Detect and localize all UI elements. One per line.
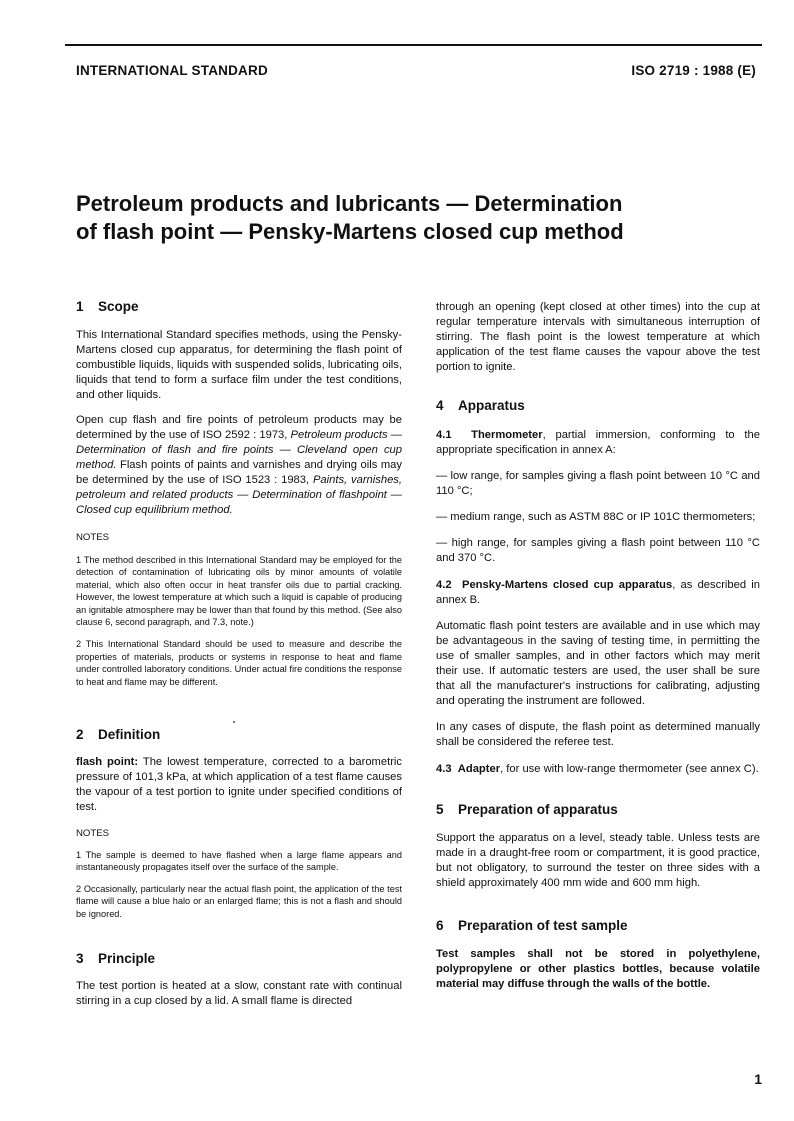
thermometer-range-medium: — medium range, such as ASTM 88C or IP 101C thermometers; <box>436 511 756 523</box>
definition-text: flash point: The lowest temperature, corrected to a barometric pressure of 101,3 kPa, at which application of a test flame causes the vapour of a test portion to ignite under specified conditions of test. <box>76 756 402 814</box>
principle-text-part-2: through an opening (kept closed at other times) into the cup at regular temperature intervals with simultaneous interruption of stirring. The flash point is the lowest temperature at which application of the test flame causes the vapour above the test portion to ignite. <box>436 301 760 373</box>
dispute-paragraph: In any cases of dispute, the flash point as determined manually shall be considered the referee test. <box>436 721 760 748</box>
preparation-of-apparatus-text: Support the apparatus on a level, steady table. Unless tests are made in a draught-free room or compartment, it is good practice, but not obligatory, to surround the tester on three sides with a shield approximately 400 mm wide and 600 mm high. <box>436 832 760 889</box>
scope-paragraph-2: Open cup flash and fire points of petroleum products may be determined by the use of ISO 2592 : 1973, Petroleum products — Determination of flash and fire points — Cleveland open cup method. Flash points of paints and varnishes and drying oils may be determined by the use of ISO 1523 : 1983, Paints, varnishes, petroleum and related products — Determination of flashpoint — Closed cup equilibrium method. <box>76 414 402 516</box>
principle-text-part-1: The test portion is heated at a slow, constant rate with continual stirring in a cup closed by a lid. A small flame is directed <box>76 980 402 1008</box>
preparation-of-test-sample-text: Test samples shall not be stored in polyethylene, polypropylene or other plastics bottles, because volatile material may diffuse through the walls of the bottle. <box>436 948 760 990</box>
title-line-2: of flash point — Pensky-Martens closed cup method <box>76 219 624 244</box>
thermometer-range-low: — low range, for samples giving a flash point between 10 °C and 110 °C; <box>436 470 760 497</box>
automatic-testers-paragraph: Automatic flash point testers are available and in use which may be advantageous in the saving of testing time, in permitting the use of smaller samples, and in other factors which may merit their use. If automatic testers are used, the user shall be sure that all the manufacturer's instructions for calibrating, adjusting and operating the instrument are followed. <box>436 620 760 707</box>
definition-heading: 2 Definition <box>76 727 161 743</box>
thermometer-range-high: — high range, for samples giving a flash point between 110 °C and 370 °C. <box>436 537 760 564</box>
scope-note-1: 1 The method described in this International Standard may be employed for the detection of contamination of lubricating oils by minor amounts of volatile material, which also often occur in heat transfer oils due to partial cracking. However, the lowest temperature at which such a liquid is capable of producing an ignitable atmosphere may be lower than that found by this method. (See also clause 6, second paragraph, and 7.3, note.) <box>76 555 402 628</box>
standard-type: INTERNATIONAL STANDARD <box>76 63 268 78</box>
left-column <box>76 298 402 1009</box>
preparation-of-apparatus-heading: 5 Preparation of apparatus <box>436 802 618 817</box>
page-number: 1 <box>754 1071 762 1087</box>
subclause-4-1: 4.1 Thermometer, partial immersion, conforming to the appropriate specification in annex A: <box>436 429 760 456</box>
standard-number: ISO 2719 : 1988 (E) <box>631 63 756 78</box>
apparatus-heading: 4 Apparatus <box>436 398 525 413</box>
subclause-4-2: 4.2 Pensky-Martens closed cup apparatus, as described in annex B. <box>436 579 761 606</box>
definition-notes-label: NOTES <box>76 828 110 840</box>
title-line-1: Petroleum products and lubricants — Determination <box>76 191 623 216</box>
preparation-of-test-sample-heading: 6 Preparation of test sample <box>436 918 628 933</box>
right-column <box>436 300 760 992</box>
scope-paragraph-1: This International Standard specifies methods, using the Pensky-Martens closed cup apparatus, for determining the flash point of combustible liquids, liquids with suspended solids, lubricating oils, liquids that tend to form a surface film under the test conditions, and other liquids. <box>76 329 402 401</box>
definition-note-1: 1 The sample is deemed to have flashed when a large flame appears and instantaneously propagates itself over the surface of the sample. <box>76 850 402 873</box>
header-rule <box>65 44 762 46</box>
defined-term: flash point: <box>76 756 139 769</box>
document-title <box>76 190 756 246</box>
subclause-4-3: 4.3 Adapter, for use with low-range thermometer (see annex C). <box>436 763 759 775</box>
scan-speck <box>233 721 235 723</box>
scope-notes-label: NOTES <box>76 532 110 543</box>
scope-heading: 1 Scope <box>76 299 139 314</box>
principle-heading: 3 Principle <box>76 951 156 967</box>
scope-note-2: 2 This International Standard should be used to measure and describe the properties of materials, products or systems in response to heat and flame under controlled laboratory conditions. Under actual fire conditions the response to heat and flame may be different. <box>76 639 402 687</box>
definition-note-2: 2 Occasionally, particularly near the actual flash point, the application of the test flame will cause a blue halo or an enlarged flame; this is not a flash and should be ignored. <box>76 883 402 919</box>
